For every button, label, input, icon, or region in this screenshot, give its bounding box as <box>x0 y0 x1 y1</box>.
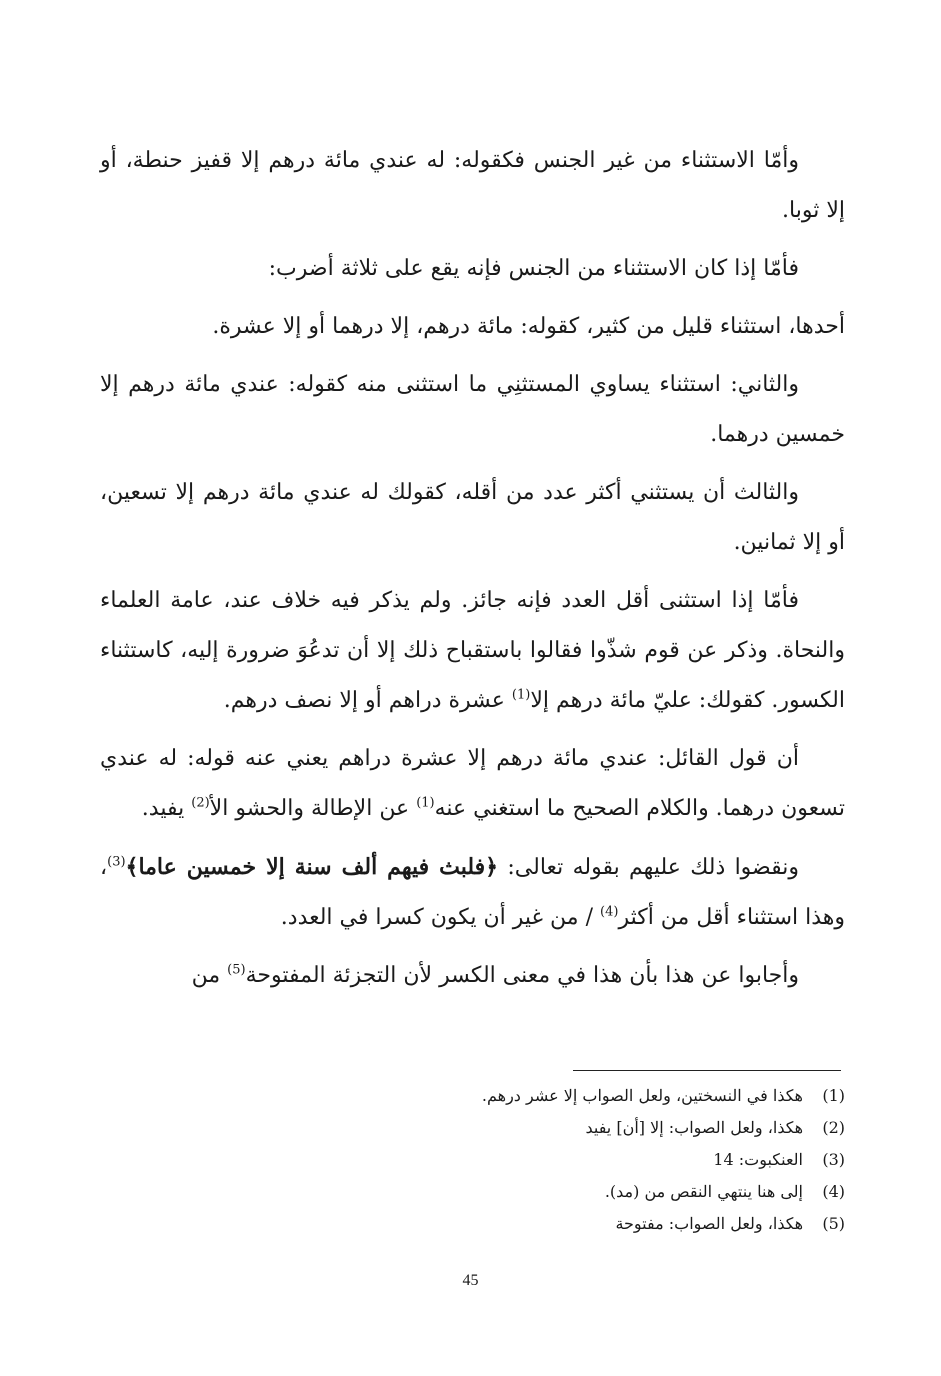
footnote-item <box>245 1112 845 1144</box>
paragraph-7 <box>100 734 845 834</box>
footnote-ref: (4) <box>600 904 619 920</box>
paragraph-7-text-a: أن قول القائل: عندي مائة درهم إلا عشرة دراهم يعني عنه قوله: له عندي تسعون درهما. والكلام الصحيح ما استغني عنه <box>100 746 845 821</box>
paragraph-8-text-c: / من غير أن يكون كسرا في العدد. <box>280 905 600 930</box>
paragraph-3-text: أحدها، استثناء قليل من كثير، كقوله: مائة درهم، إلا درهما أو إلا عشرة. <box>212 314 845 339</box>
footnote-ref: (1) <box>511 687 531 703</box>
footnote-ref: (1) <box>416 795 435 811</box>
paragraph-9-text-b: من <box>191 963 228 988</box>
paragraph-5-text: والثالث أن يستثني أكثر عدد من أقله، كقولك له عندي مائة درهم إلا تسعين، أو إلا ثمانين. <box>100 480 845 555</box>
paragraph-2 <box>100 244 845 294</box>
paragraph-6-text-b: عشرة دراهم أو إلا نصف درهم. <box>223 688 512 713</box>
paragraph-8 <box>100 842 845 943</box>
footnote-ref: (5) <box>227 962 246 978</box>
footnote-number: (2) <box>822 1118 845 1137</box>
footnote-text: إلى هنا ينتهي النقص من (مد). <box>604 1182 803 1201</box>
footnote-number: (5) <box>822 1214 845 1233</box>
paragraph-9-text-a: وأجابوا عن هذا بأن هذا في معنى الكسر لأن التجزئة المفتوحة <box>245 963 799 988</box>
paragraph-6-text-a: فأمّا إذا استثنى أقل العدد فإنه جائز. ولم يذكر فيه خلاف عند، عامة العلماء والنحاة. وذكر عن قوم شذّوا فقالوا باستقباح ذلك إلا أن تدعُوَ ضرورة إليه، كاستثناء الكسور. كقولك: عليّ مائة درهم إلا <box>100 588 845 713</box>
paragraph-8-text-b: ، وهذا استثناء أقل من أكثر <box>100 855 845 930</box>
footnote-number: (1) <box>822 1086 845 1105</box>
paragraph-9 <box>100 951 845 1001</box>
paragraph-6 <box>100 576 845 726</box>
paragraph-4 <box>100 360 845 460</box>
main-text <box>100 136 845 1001</box>
footnote-item <box>245 1176 845 1208</box>
paragraph-5 <box>100 468 845 568</box>
paragraph-7-text-b: عن الإطالة والحشو الأ <box>209 796 417 821</box>
paragraph-7-text-c: يفيد. <box>141 796 192 821</box>
quran-quote: ﴿فلبث فيهم ألف سنة إلا خمسين عاما﴾ <box>125 854 499 880</box>
footnote-number: (4) <box>822 1182 845 1201</box>
footnote-item <box>245 1144 845 1176</box>
paragraph-2-text: فأمّا إذا كان الاستثناء من الجنس فإنه يقع على ثلاثة أضرب: <box>268 256 799 281</box>
footnote-text: هكذا، ولعل الصواب: إلا [أن] يفيد <box>585 1118 803 1137</box>
footnote-item <box>245 1080 845 1112</box>
footnotes <box>245 1080 845 1240</box>
paragraph-3 <box>100 302 845 352</box>
footnote-ref: (2) <box>191 795 210 811</box>
footnote-text: العنكبوت: 14 <box>713 1150 803 1169</box>
footnote-text: هكذا، ولعل الصواب: مفتوحة <box>615 1214 803 1233</box>
page-number: 45 <box>462 1272 479 1289</box>
footnote-divider <box>573 1070 841 1071</box>
paragraph-4-text: والثاني: استثناء يساوي المستثنِي ما استثنى منه كقوله: عندي مائة درهم إلا خمسين درهما. <box>100 372 845 447</box>
paragraph-1-text: وأمّا الاستثناء من غير الجنس فكقوله: له عندي مائة درهم إلا قفيز حنطة، أو إلا ثوبا. <box>100 148 845 223</box>
footnote-text: هكذا في النسختين، ولعل الصواب إلا عشر درهم. <box>481 1086 803 1105</box>
footnote-number: (3) <box>822 1150 845 1169</box>
footnote-ref: (3) <box>107 854 126 870</box>
paragraph-1 <box>100 136 845 236</box>
footnote-item <box>245 1208 845 1240</box>
paragraph-8-text-a: ونقضوا ذلك عليهم بقوله تعالى: <box>498 855 799 880</box>
